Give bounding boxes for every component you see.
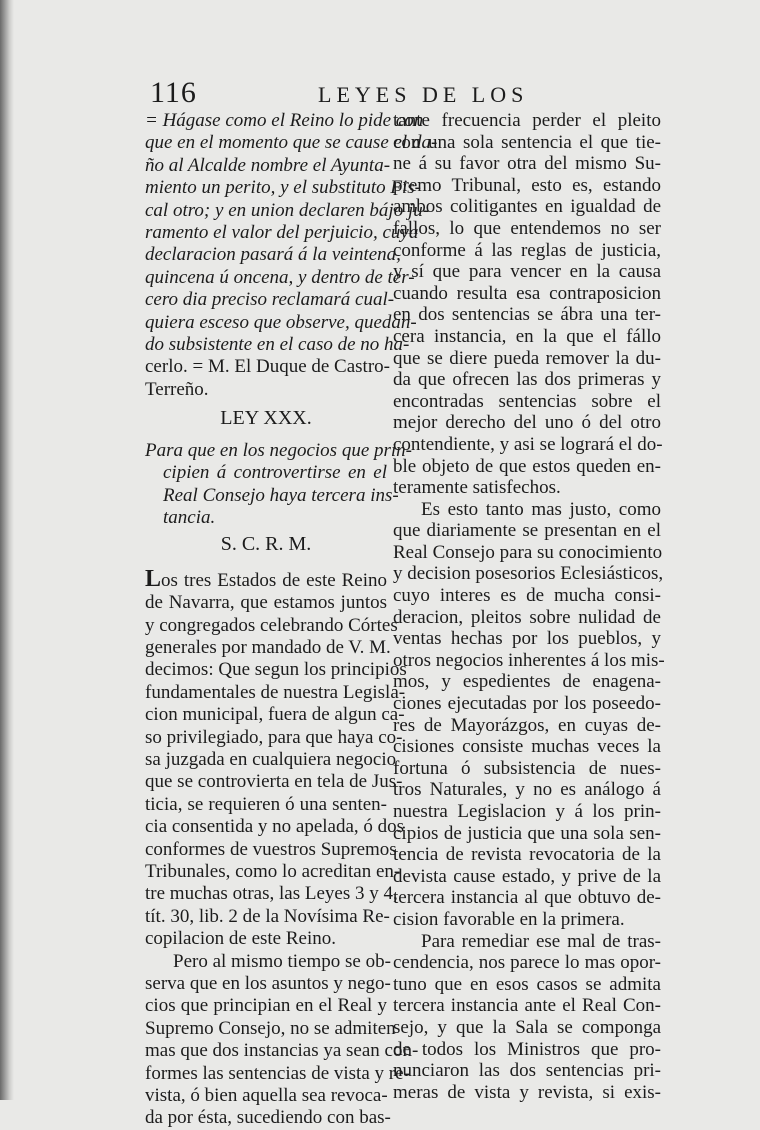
salutation: S. C. R. M.	[220, 533, 312, 556]
text-line: con una sola sentencia el que tie-	[393, 131, 661, 153]
text-line: nuestra Legislacion y á los prin-	[393, 801, 661, 822]
body-paragraph-2	[145, 950, 419, 1130]
text-line: res de Mayorázgos, en cuyas de-	[393, 714, 661, 736]
text-line: cipien á controvertirse en el	[163, 462, 387, 484]
text-line: tencia de revista revocatoria de la	[393, 844, 661, 866]
text-line: cero dia preciso reclamará cual-	[145, 289, 395, 311]
text-line: tercera instancia al que obtuvo de-	[393, 887, 661, 909]
law-summary	[145, 439, 413, 530]
text-line: tít. 30, lib. 2 de la Novísima Re-	[145, 905, 390, 927]
text-line: Para remediar ese mal de tras-	[421, 930, 661, 952]
text-line: generales por mandado de V. M.	[145, 636, 391, 658]
text-line: Es esto tanto mas justo, como	[421, 498, 661, 520]
page-header	[150, 76, 660, 112]
body-first-line: Los tres Estados de este Reino	[145, 565, 387, 592]
text-line: cera instancia, en la que el fállo	[393, 325, 661, 347]
text-line: de todos los Ministros que pro-	[393, 1038, 661, 1060]
text-line: mejor derecho del uno ó del otro	[393, 412, 661, 434]
text-line: cion municipal, fuera de algun ca-	[145, 704, 405, 726]
text-line: mos, y espedientes de enagena-	[393, 671, 661, 693]
text-line: Real Consejo haya tercera ins-	[163, 484, 399, 506]
text-line: deracion, pleitos sobre nulidad de	[393, 606, 661, 628]
left-column	[145, 110, 438, 1130]
text-line: cios que principian en el Real y	[145, 995, 387, 1017]
text-line: Tribunales, como lo acreditan en-	[145, 861, 401, 882]
text-line: serva que en los asuntos y nego-	[145, 973, 391, 995]
text-line: formes las sentencias de vista y re-	[145, 1062, 410, 1084]
text-line: ño al Alcalde nombre el Ayunta-	[145, 154, 391, 176]
text-line: so privilegiado, para que haya co-	[145, 726, 403, 748]
text-line: teramente satisfechos.	[393, 477, 561, 499]
text-line: ventas hechas por los pueblos, y	[393, 628, 661, 650]
text-line: nunciaron las dos sentencias pri-	[393, 1060, 661, 1082]
text-line: cal otro; y en union declaren bájo ju-	[145, 199, 430, 221]
text-line: otros negocios inherentes á los mis-	[393, 649, 665, 671]
text-line: Pero al mismo tiempo se ob-	[173, 950, 391, 972]
text-line: sa juzgada en cualquiera negocio	[145, 748, 397, 770]
text-line: premo Tribunal, esto es, estando	[393, 174, 661, 196]
text-line: conforme á las reglas de justicia,	[393, 239, 661, 261]
page-number: 116	[150, 76, 197, 109]
text-line: cision favorable en la primera.	[393, 908, 625, 930]
text-line: fallos, lo que entendemos no ser	[393, 217, 661, 239]
text-line: conformes de vuestros Supremos	[145, 838, 397, 860]
text-line: de Navarra, que estamos juntos	[145, 592, 387, 614]
text-line: contendiente, y asi se logrará el do-	[393, 433, 663, 455]
text-line: ciones ejecutadas por los poseedo-	[393, 693, 661, 715]
text-line: declaracion pasará á la veintena,	[145, 244, 401, 266]
text-line: do subsistente en el caso de no ha-	[145, 334, 410, 356]
text-line: mas que dos instancias ya sean con-	[145, 1040, 419, 1062]
text-line: tancia.	[163, 506, 216, 528]
text-line: meras de vista y revista, si exis-	[393, 1081, 661, 1103]
text-line: tante frecuencia perder el pleito	[393, 110, 661, 131]
text-line: tuno que en esos casos se admita	[393, 973, 661, 995]
text-line: miento un perito, y el substituto Fis-	[145, 177, 422, 199]
text-line: Para que en los negocios que prin-	[145, 439, 413, 461]
right-paragraph-2	[393, 498, 665, 931]
text-line: Supremo Consejo, no se admiten	[145, 1017, 396, 1039]
decree-text	[145, 110, 438, 356]
text-line: quincena ú oncena, y dentro de ter-	[145, 266, 415, 288]
text-line: quiera esceso que observe, quedan-	[145, 311, 417, 333]
text-line: cendencia, nos parece lo mas opor-	[393, 952, 661, 974]
text-line: = Hágase como el Reino lo pide con	[145, 110, 424, 131]
text-line: ambos colitigantes en igualdad de	[393, 196, 661, 218]
text-line: ble objeto de que estos queden en-	[393, 455, 661, 477]
text-line: y sí que para vencer en la causa	[393, 261, 661, 283]
signature	[145, 356, 390, 401]
right-paragraph-3	[393, 931, 661, 1104]
initial-capital: L	[145, 565, 162, 592]
text-line: y congregados celebrando Córtes	[145, 614, 398, 636]
text-line: fundamentales de nuestra Legisla-	[145, 681, 406, 703]
right-paragraph-1	[393, 110, 661, 499]
text-line: tros Naturales, y no es análogo á	[393, 779, 661, 801]
running-head: LEYES DE LOS	[318, 82, 529, 107]
text-line: cerlo. = M. El Duque de Castro-	[145, 356, 390, 378]
text-line: cia consentida y no apelada, ó dos	[145, 816, 405, 838]
text-line: que se controvierta en tela de Jus-	[145, 771, 403, 793]
text-line: que diariamente se presentan en el	[393, 520, 661, 542]
text-line: cipios de justicia que una sola sen-	[393, 822, 661, 844]
text-line: ticia, se requieren ó una senten-	[145, 793, 387, 815]
text-line: da por ésta, sucediendo con bas-	[145, 1107, 391, 1129]
text-line: cisiones consiste muchas veces la	[393, 736, 661, 758]
text-line: tre muchas otras, las Leyes 3 y 4,	[145, 883, 398, 905]
text-line: que se diere pueda remover la du-	[393, 347, 661, 369]
text-line: cuyo interes es de mucha consi-	[393, 585, 661, 607]
text-line: tercera instancia ante el Real Con-	[393, 995, 661, 1017]
text-line: y decision posesorios Eclesiásticos,	[393, 563, 664, 585]
page-binding-edge	[0, 0, 14, 1100]
text-line: ne á su favor otra del mismo Su-	[393, 153, 661, 175]
text-line: decimos: Que segun los principios	[145, 659, 407, 681]
text-line: encontradas sentencias sobre el	[393, 390, 661, 412]
text-line: fortuna ó subsistencia de nues-	[393, 757, 661, 779]
text-line: sejo, y que la Sala se componga	[393, 1016, 661, 1038]
law-title: LEY XXX.	[220, 407, 312, 430]
text-line: devista cause estado, y prive de la	[393, 865, 661, 887]
text-line: cuando resulta esa contraposicion	[393, 282, 661, 304]
right-column	[393, 110, 665, 1103]
text-line: Real Consejo para su conocimiento	[393, 541, 663, 563]
text-line: vista, ó bien aquella sea revoca-	[145, 1085, 388, 1107]
text-line: en dos sentencias se ábra una ter-	[393, 304, 661, 326]
text-line: da que ofrecen las dos primeras y	[393, 369, 661, 391]
text-line: Terreño.	[145, 378, 209, 400]
body-paragraph-1	[145, 565, 407, 951]
text-line: ramento el valor del perjuicio, cuya	[145, 222, 419, 244]
text-line: que en el momento que se cause el da-	[145, 132, 438, 154]
text-line: copilacion de este Reino.	[145, 928, 336, 950]
